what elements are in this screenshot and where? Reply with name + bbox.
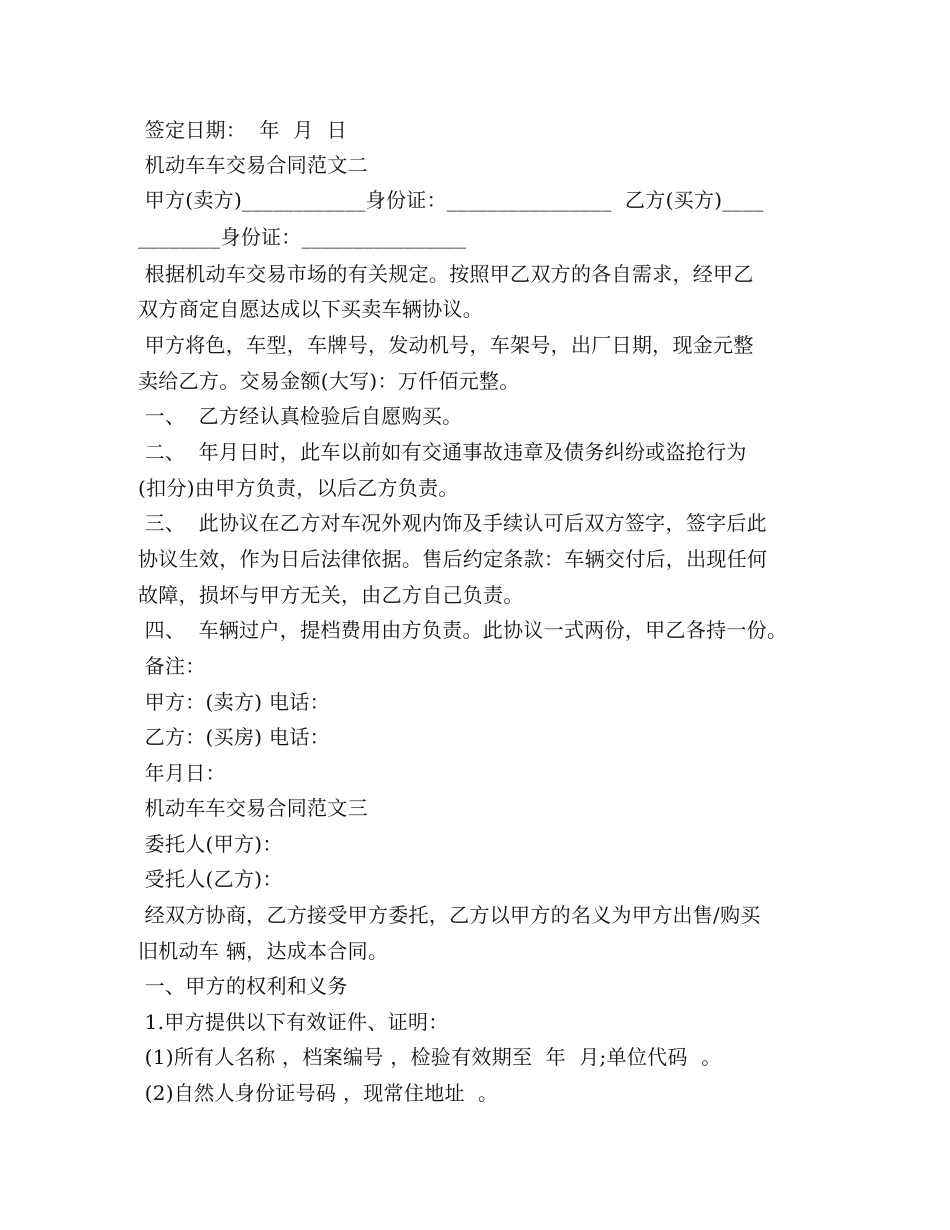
text-line: (2)自然人身份证号码 ，现常住地址 。 (138, 1081, 499, 1105)
text-line: 三、 此协议在乙方对车况外观内饰及手续认可后双方签字，签字后此 (138, 511, 767, 535)
text-line: 故障，损坏与甲方无关，由乙方自己负责。 (138, 583, 524, 607)
text-line: (扣分)由甲方负责，以后乙方负责。 (138, 476, 459, 500)
text-line: 卖给乙方。交易金额(大写)：万仟佰元整。 (138, 369, 520, 393)
text-line: 受托人(乙方)： (138, 867, 283, 891)
text-line: ________身份证：________________ (138, 225, 467, 249)
text-line: 一、 乙方经认真检验后自愿购买。 (138, 404, 463, 428)
text-line: 签定日期： 年 月 日 (138, 118, 348, 142)
text-line: 1.甲方提供以下有效证件、证明： (138, 1010, 449, 1034)
text-line: 协议生效，作为日后法律依据。售后约定条款：车辆交付后，出现任何 (138, 547, 768, 571)
text-line: 年月日： (138, 761, 226, 785)
text-line: 双方商定自愿达成以下买卖车辆协议。 (138, 297, 484, 321)
text-line: 四、 车辆过户，提档费用由方负责。此协议一式两份，甲乙各持一份。 (138, 618, 788, 642)
text-line: (1)所有人名称 ，档案编号 ，检验有效期至 年 月;单位代码 。 (138, 1045, 722, 1069)
text-line: 机动车车交易合同范文二 (138, 153, 368, 177)
text-line: 乙方：(买房) 电话： (138, 725, 330, 749)
text-line: 甲方：(卖方) 电话： (138, 690, 330, 714)
text-line: 机动车车交易合同范文三 (138, 796, 368, 820)
text-line: 二、 年月日时，此车以前如有交通事故违章及债务纠纷或盗抢行为 (138, 440, 747, 464)
text-line: 一、甲方的权利和义务 (138, 974, 348, 998)
text-line: 旧机动车 辆，达成本合同。 (138, 939, 389, 963)
text-line: 根据机动车交易市场的有关规定。按照甲乙双方的各自需求，经甲乙 (138, 262, 754, 286)
text-line: 备注： (138, 654, 206, 678)
text-line: 甲方将色，车型，车牌号，发动机号，车架号，出厂日期，现金元整 (138, 333, 754, 357)
text-line: 甲方(卖方)____________身份证：________________ 乙方(买方)____ (138, 188, 764, 212)
text-line: 经双方协商，乙方接受甲方委托，乙方以甲方的名义为甲方出售/购买 (138, 903, 761, 927)
text-line: 委托人(甲方)： (138, 832, 283, 856)
